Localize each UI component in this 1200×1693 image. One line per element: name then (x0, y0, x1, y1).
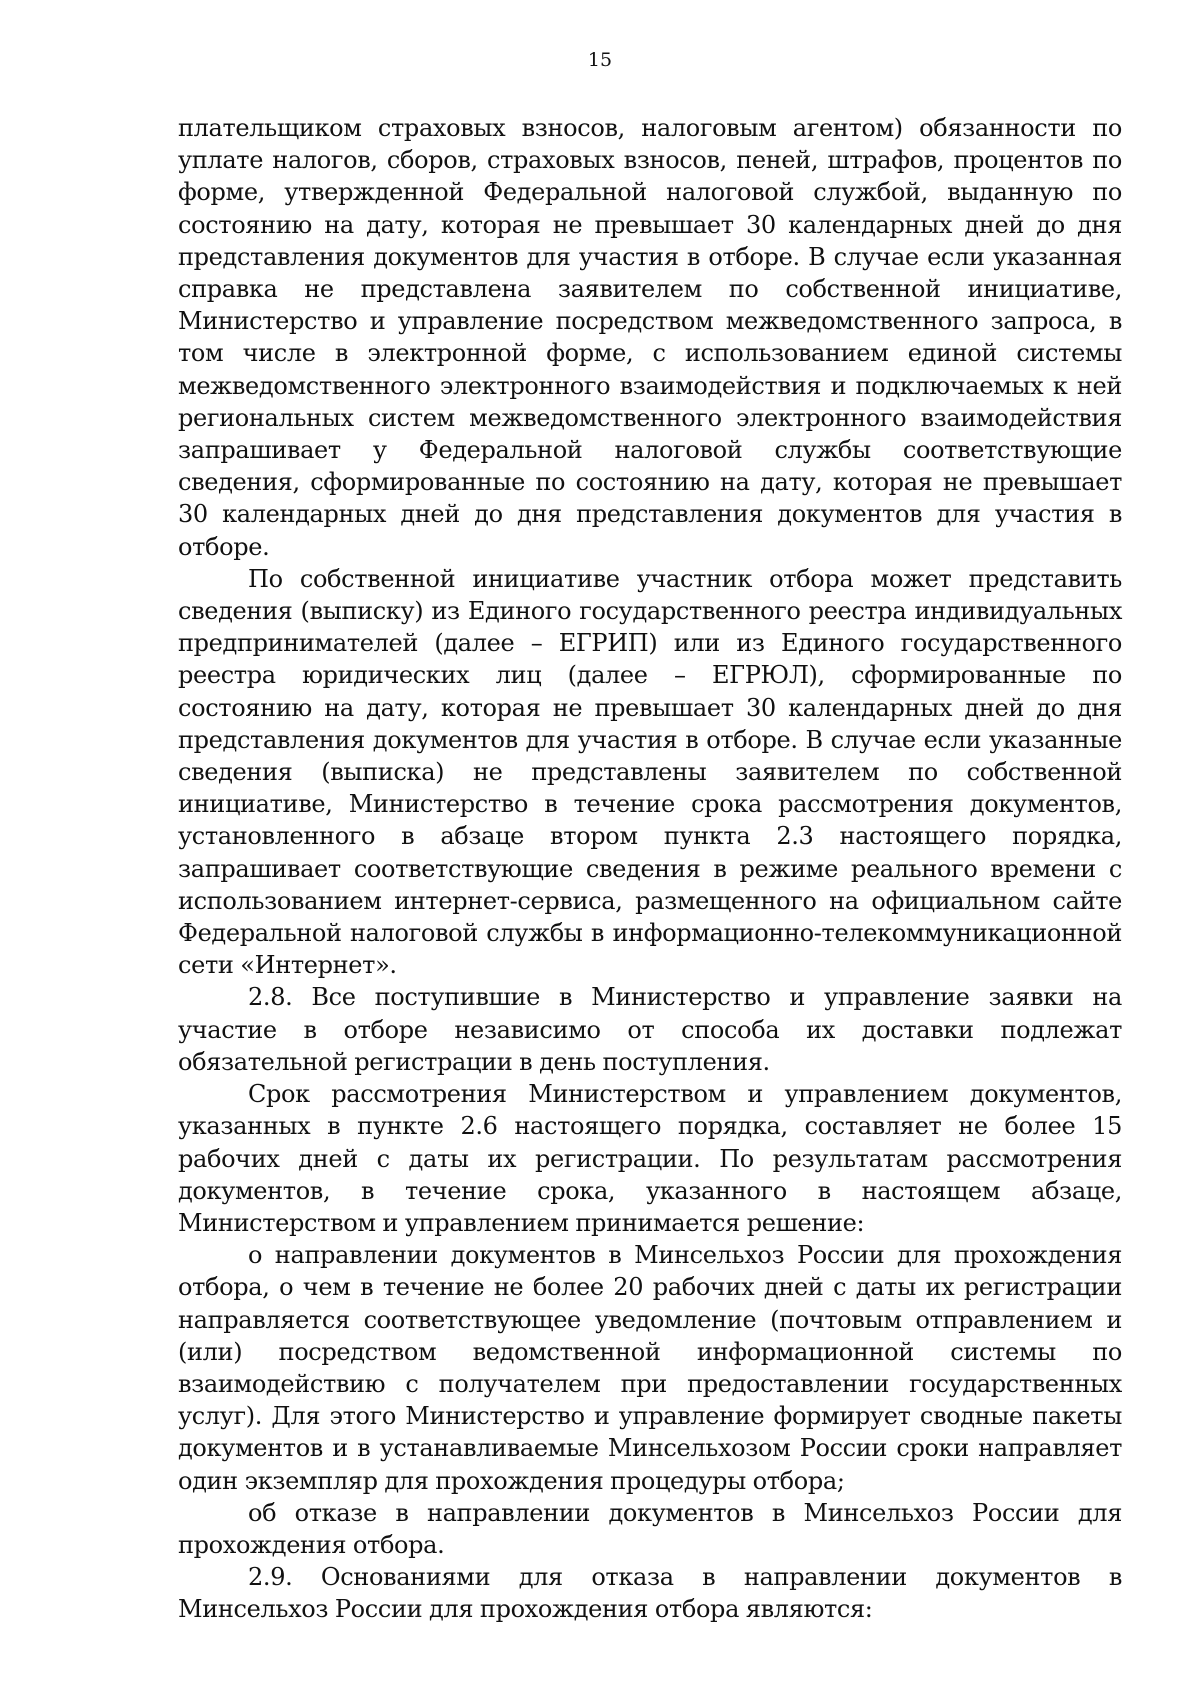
paragraph-tax-certificate: плательщиком страховых взносов, налоговым агентом) обязанности по уплате налогов, сборов, страховых взносов, пеней, штрафов, процентов по форме, утвержденной Федеральной налоговой службой, выданную по состоянию на дату, которая не превышает 30 календарных дней до дня представления документов для участия в отборе. В случае если указанная справка не представлена заявителем по собственной инициативе, Министерство и управление посредством межведомственного запроса, в том числе в электронной форме, с использованием единой системы межведомственного электронного взаимодействия и подключаемых к ней региональных систем межведомственного электронного взаимодействия запрашивает у Федеральной налоговой службы соответствующие сведения, сформированные по состоянию на дату, которая не превышает 30 календарных дней до дня представления документов для участия в отборе. (178, 114, 1122, 561)
page-number: 15 (587, 49, 613, 71)
paragraph-review-period: Срок рассмотрения Министерством и управлением документов, указанных в пункте 2.6 настоящего порядка, составляет не более 15 рабочих дней с даты их регистрации. По результатам рассмотрения документов, в течение срока, указанного в настоящем абзаце, Министерством и управлением принимается решение: (178, 1080, 1122, 1237)
paragraph-decision-refuse: об отказе в направлении документов в Минсельхоз России для прохождения отбора. (178, 1498, 1122, 1559)
document-body (178, 112, 1122, 1626)
paragraph-2-8-registration: 2.8. Все поступившие в Министерство и управление заявки на участие в отборе независимо от способа их доставки подлежат обязательной регистрации в день поступления. (178, 983, 1122, 1076)
paragraph-2-9-refusal-grounds: 2.9. Основаниями для отказа в направлении документов в Минсельхоз России для прохождения отбора являются: (178, 1563, 1122, 1624)
paragraph-decision-send: о направлении документов в Минсельхоз России для прохождения отбора, о чем в течение не более 20 рабочих дней с даты их регистрации направляется соответствующее уведомление (почтовым отправлением и (или) посредством ведомственной информационной системы по взаимодействию с получателем при предоставлении государственных услуг). Для этого Министерство и управление формирует сводные пакеты документов и в устанавливаемые Минсельхозом России сроки направляет один экземпляр для прохождения процедуры отбора; (178, 1241, 1122, 1495)
paragraph-egrip-egrul: По собственной инициативе участник отбора может представить сведения (выписку) из Единого государственного реестра индивидуальных предпринимателей (далее – ЕГРИП) или из Единого государственного реестра юридических лиц (далее – ЕГРЮЛ), сформированные по состоянию на дату, которая не превышает 30 календарных дней до дня представления документов для участия в отборе. В случае если указанные сведения (выписка) не представлены заявителем по собственной инициативе, Министерство в течение срока рассмотрения документов, установленного в абзаце втором пункта 2.3 настоящего порядка, запрашивает соответствующие сведения в режиме реального времени с использованием интернет-сервиса, размещенного на официальном сайте Федеральной налоговой службы в информационно-телекоммуникационной сети «Интернет». (178, 564, 1122, 980)
